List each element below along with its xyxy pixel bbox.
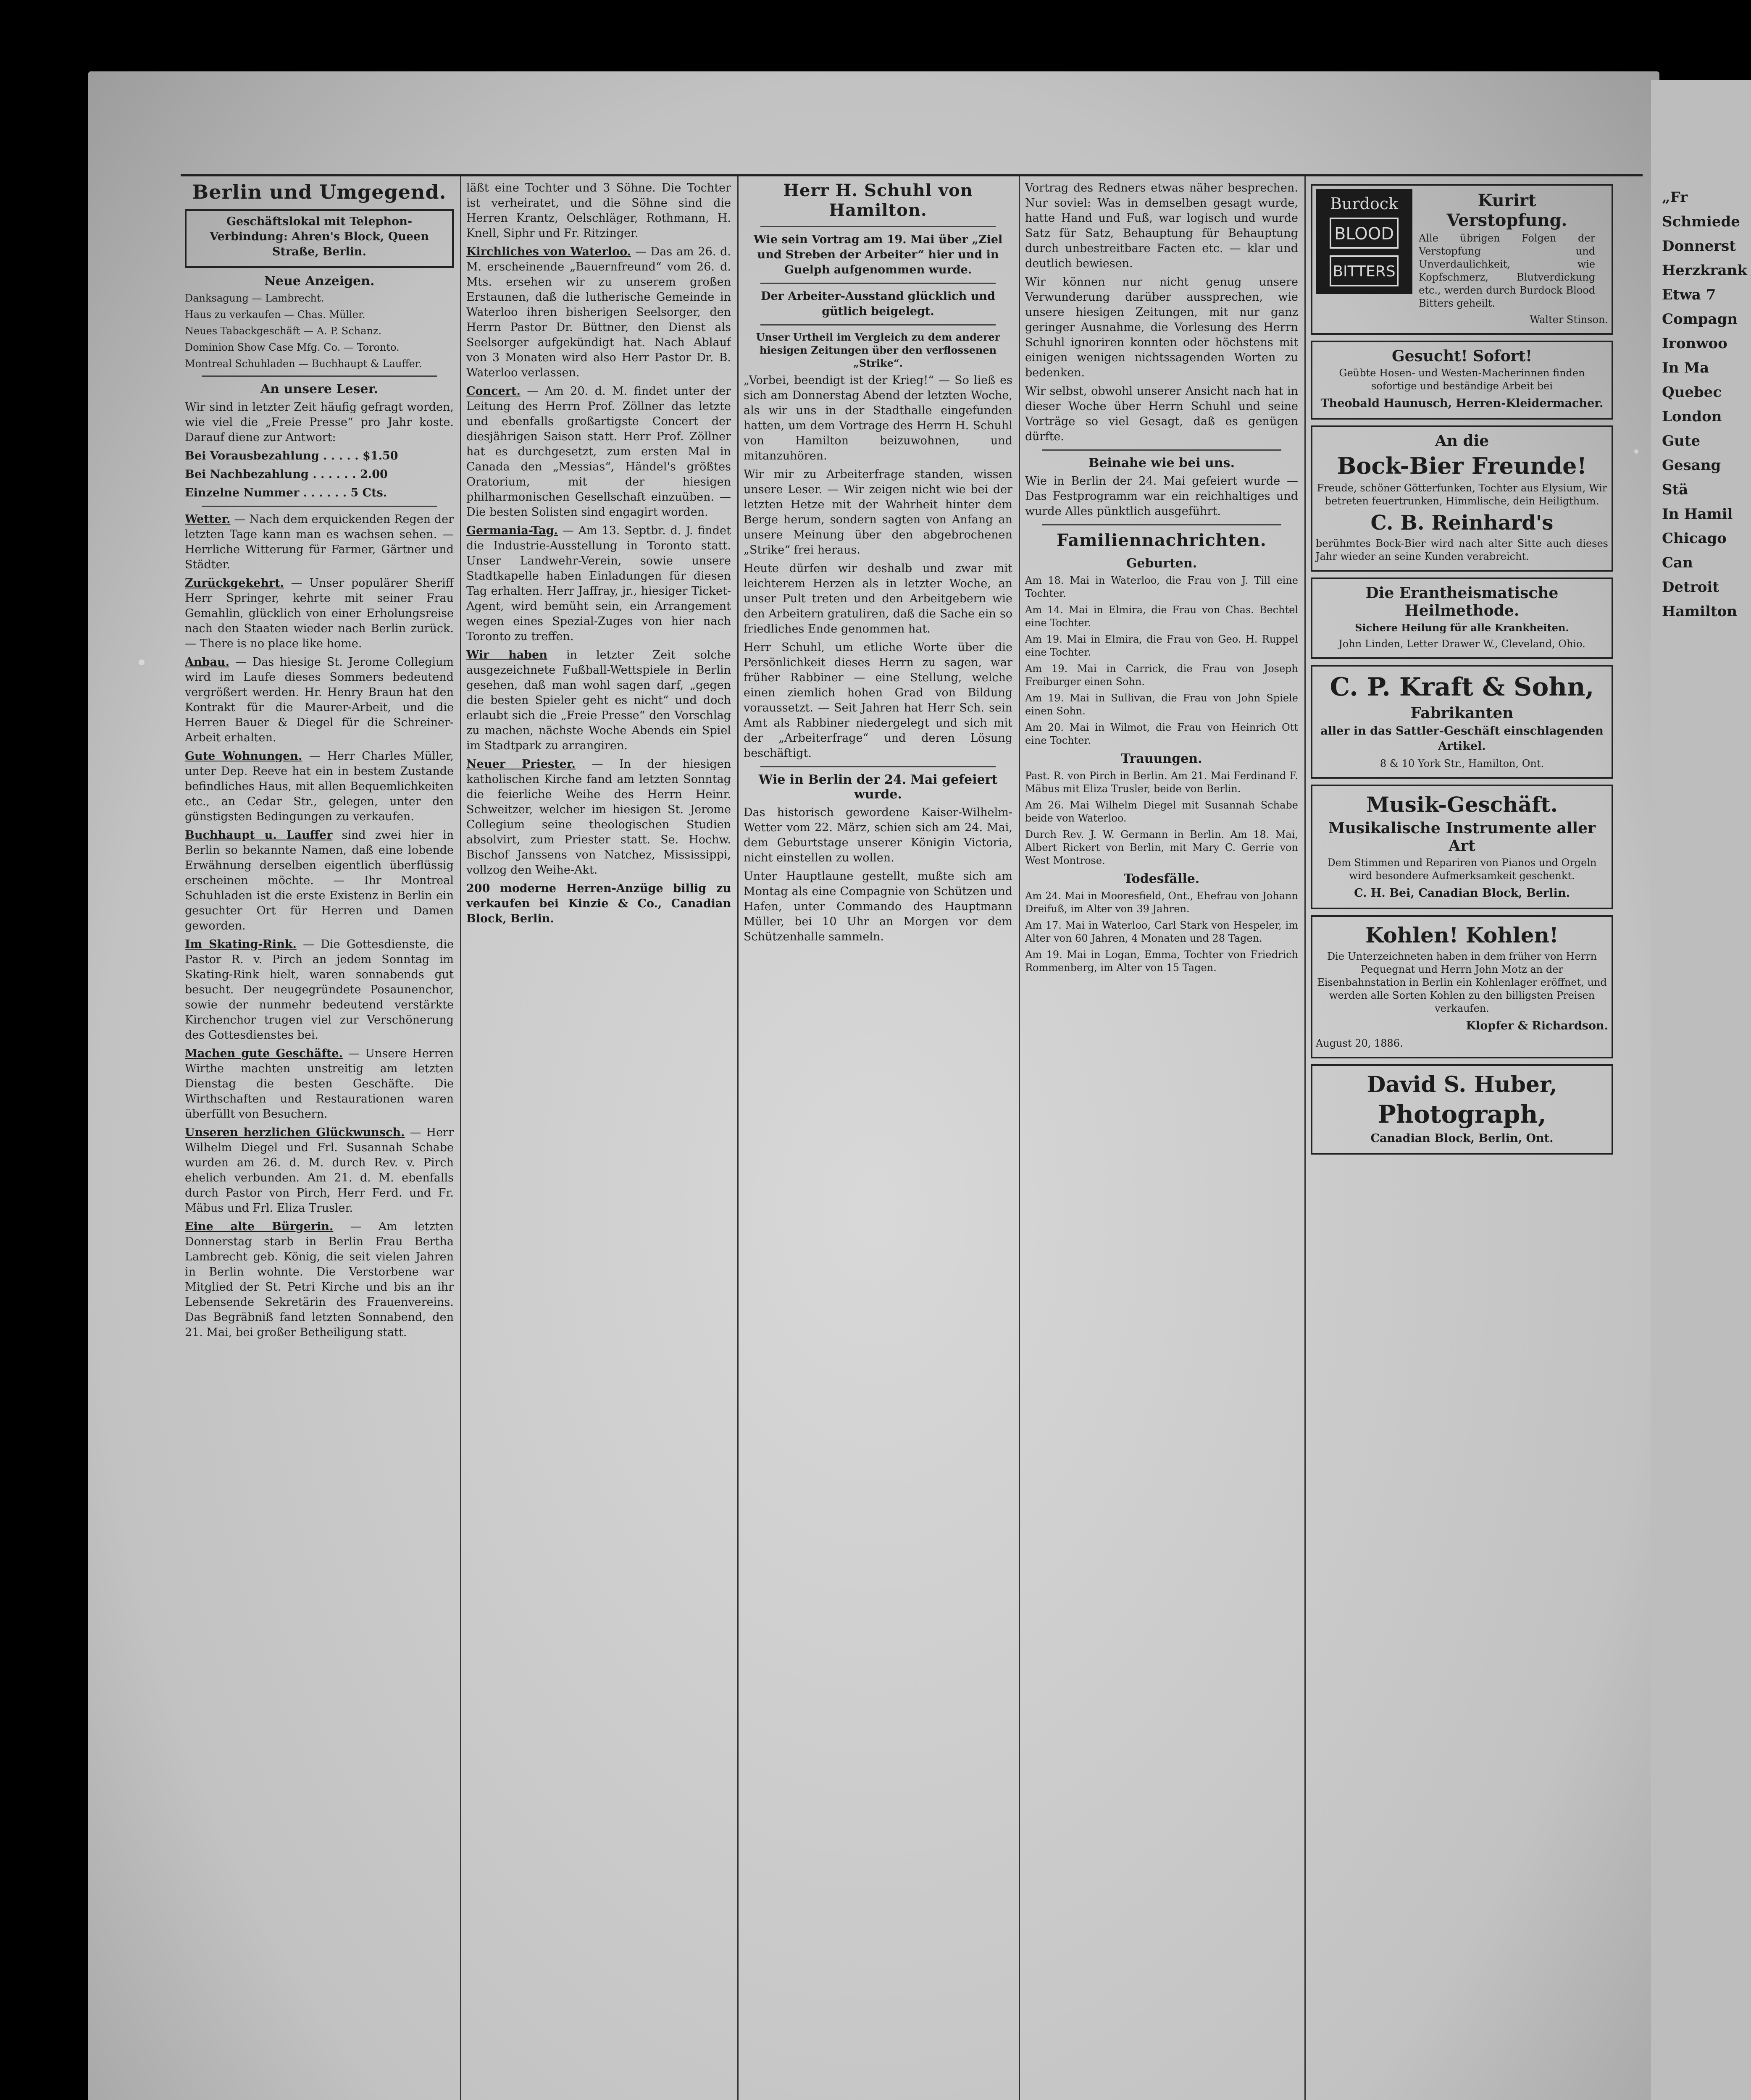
music-subtitle: Musikalische Instrumente aller Art: [1328, 819, 1596, 855]
column-4: [1025, 181, 1298, 2100]
article-paragraph: Das historisch gewordene Kaiser-Wilhelm-Wetter vom 22. März, schien sich am 24. Mai, dem Geburtstage unserer Königin Victoria, nicht einstellen zu wollen.: [744, 806, 1012, 864]
fragment-line: Schmiede: [1662, 213, 1740, 230]
new-ad-item: Danksagung — Lambrecht.: [185, 292, 324, 304]
deaths-heading: Todesfälle.: [1123, 872, 1200, 886]
news-item: [185, 749, 454, 824]
fragment-line: Ironwoo: [1662, 335, 1727, 352]
article-subtitle-2: Der Arbeiter-Ausstand glücklich und gütlich beigelegt.: [761, 290, 995, 318]
news-item: [466, 181, 731, 241]
news-text: — Unser populärer Sheriff Herr Springer, kehrte mit seiner Frau Gemahlin, glücklich von einer Erholungsreise nach den Staaten wieder nach Berlin zurück. — There is no place like home.: [185, 577, 454, 650]
price-line: Einzelne Nummer . . . . . . 5 Cts.: [185, 486, 387, 499]
kraft-ad: [1311, 665, 1613, 779]
kraft-subtitle: Fabrikanten: [1410, 704, 1514, 722]
photo-ad: [1311, 1064, 1613, 1155]
news-lead: Unseren herzlichen Glückwunsch.: [185, 1126, 405, 1139]
office-text: Geschäftslokal mit Telephon-Verbindung: Ahren's Block, Queen Straße, Berlin.: [210, 215, 429, 258]
fragment-line: Herzkrank: [1662, 262, 1747, 279]
burdock-title: Kurirt Verstopfung.: [1446, 191, 1567, 230]
family-news-heading: Familiennachrichten.: [1057, 530, 1267, 550]
music-title: Musik-Geschäft.: [1366, 792, 1558, 817]
news-item: [185, 512, 454, 572]
bock-title: Bock-Bier Freunde!: [1337, 452, 1587, 479]
news-text: — In der hiesigen katholischen Kirche fand am letzten Sonntag die feierliche Weihe des Herrn Heinr. Schweitzer, welcher im hiesigen St. Jerome Collegium seine theologischen Studien absolvirt, zum Priester statt. Se. Hochw. Bischof Janssens von Natchez, Mississippi, vollzog den Weihe-Akt.: [466, 758, 731, 877]
article-paragraph: Wie in Berlin der 24. Mai gefeiert wurde — Das Festprogramm war ein reichhaltiges und wurde Alles pünktlich ausgeführt.: [1025, 475, 1298, 518]
news-lead: Im Skating-Rink.: [185, 938, 297, 951]
cure-subtitle: Sichere Heilung für alle Krankheiten.: [1355, 622, 1569, 634]
bock-bier-ad: [1311, 425, 1613, 572]
marriage-entry: Past. R. von Pirch in Berlin. Am 21. Mai Ferdinand F. Mäbus mit Eliza Trusler, beide von Berlin.: [1025, 770, 1298, 795]
fragment-line: Etwa 7: [1662, 286, 1716, 303]
cure-title: Die Erantheismatische Heilmethode.: [1365, 584, 1559, 620]
new-ad-item: Neues Tabackgeschäft — A. P. Schanz.: [185, 325, 382, 337]
logo-line-1: Burdock: [1330, 194, 1399, 213]
fragment-line: Gute: [1662, 433, 1701, 449]
news-item: [185, 1125, 454, 1216]
news-lead: Germania-Tag.: [466, 524, 558, 537]
news-text: sind zwei hier in Berlin so bekannte Namen, daß eine lobende Erwähnung derselben eigentlich überflüssig erscheinen möchte. — Ihr Montreal Schuhladen ist die erste Existenz in Berlin ein gesuchter Ort für Herren und Damen geworden.: [185, 829, 454, 932]
music-text: Dem Stimmen und Repariren von Pianos und Orgeln wird besondere Aufmerksamkeit geschenkt.: [1327, 857, 1597, 882]
price-line: Bei Vorausbezahlung . . . . . $1.50: [185, 449, 398, 462]
news-text: läßt eine Tochter und 3 Söhne. Die Tochter ist verheiratet, und die Söhne sind die Herren Krantz, Oelschläger, Rothmann, H. Knell, Siphr und Fr. Ritzinger.: [466, 181, 731, 240]
birth-entry: Am 14. Mai in Elmira, die Frau von Chas. Bechtel eine Tochter.: [1025, 604, 1298, 629]
kraft-text: aller in das Sattler-Geschäft einschlagenden Artikel.: [1320, 724, 1604, 753]
cure-ad: [1311, 578, 1613, 659]
death-entry: Am 17. Mai in Waterloo, Carl Stark von Hespeler, im Alter von 60 Jahren, 4 Monaten und 28 Tagen.: [1025, 919, 1298, 944]
news-item: [466, 244, 731, 381]
news-lead: Neuer Priester.: [466, 758, 576, 771]
divider: [760, 766, 996, 767]
burdock-text: Alle übrigen Folgen der Verstopfung und Unverdaulichkeit, wie Kopfschmerz, Blutverdickung etc., werden durch Burdock Blood Bitters geheilt.: [1419, 232, 1596, 309]
fragment-line: „Fr: [1662, 189, 1688, 206]
fragment-line: London: [1662, 408, 1722, 425]
photo-name: David S. Huber,: [1367, 1072, 1557, 1097]
kraft-address: 8 & 10 York Str., Hamilton, Ont.: [1380, 758, 1544, 769]
header-rule: [181, 174, 1643, 176]
marriages-heading: Trauungen.: [1121, 751, 1202, 766]
news-text: — Herr Wilhelm Diegel und Frl. Susannah Schabe wurden am 26. d. M. durch Rev. v. Pirch ehelich verbunden. Am 21. d. M. ebenfalls durch Pastor von Pirch, Herr Ferd. und Fr. Mäbus und Frl. Eliza Trusler.: [185, 1126, 454, 1215]
burdock-logo: [1316, 189, 1412, 294]
death-entry: Am 24. Mai in Mooresfield, Ont., Ehefrau von Johann Dreifuß, im Alter von 39 Jahren.: [1025, 890, 1298, 915]
news-item: [185, 1219, 454, 1340]
new-ad-item: Dominion Show Case Mfg. Co. — Toronto.: [185, 341, 400, 353]
column-rule: [1019, 176, 1020, 2100]
news-lead: Buchhaupt u. Lauffer: [185, 829, 333, 842]
burdock-ad: [1311, 184, 1613, 335]
article-subtitle: Wie sein Vortrag am 19. Mai über „Ziel und Streben der Arbeiter“ hier und in Guelph aufgenommen wurde.: [753, 233, 1003, 276]
logo-line-3: BITTERS: [1333, 263, 1396, 280]
death-entry: Am 19. Mai in Logan, Emma, Tochter von Friedrich Rommenberg, im Alter von 15 Tagen.: [1025, 949, 1298, 974]
divider: [760, 226, 996, 227]
divider: [760, 283, 996, 284]
fragment-line: Hamilton: [1662, 603, 1738, 620]
birth-entry: Am 19. Mai in Sullivan, die Frau von John Spiele einen Sohn.: [1025, 692, 1298, 717]
fragment-line: Stä: [1662, 481, 1688, 498]
news-lead: Wir haben: [466, 648, 547, 662]
office-box: [185, 209, 454, 268]
column-1: [185, 181, 454, 2100]
coal-text: Die Unterzeichneten haben in dem früher von Herrn Pequegnat und Herrn John Motz an der Eisenbahnstation in Berlin ein Kohlenlager eröffnet, und werden alle Sorten Kohlen zu den billigsten Preisen verkaufen.: [1317, 950, 1607, 1014]
news-item: [185, 1046, 454, 1122]
column-rule: [460, 176, 461, 2100]
column-3: [744, 181, 1012, 2100]
article-paragraph: Herr Schuhl, um etliche Worte über die Persönlichkeit dieses Herrn zu sagen, war früher Rabbiner — eine Stellung, welche einen ziemlich hohen Grad von Bildung voraussetzt. — Seit Jahren hat Herr Sch. sein Amt als Rabbiner niedergelegt und sich mit der „Arbeiterfrage“ und deren Lösung beschäftigt.: [744, 641, 1012, 760]
news-item: [185, 576, 454, 651]
bock-verse: Freude, schöner Götterfunken, Tochter aus Elysium, Wir betreten feuertrunken, Himmlische, dein Heiligthum.: [1317, 482, 1607, 507]
music-signature: C. H. Bei, Canadian Block, Berlin.: [1354, 887, 1570, 900]
bock-text: berühmtes Bock-Bier wird nach alter Sitte auch dieses Jahr wieder an seine Kunden verabreicht.: [1316, 538, 1608, 562]
news-text: — Nach dem erquickenden Regen der letzten Tage kann man es wachsen sehen. — Herrliche Witterung für Farmer, Gärtner und Städter.: [185, 513, 454, 571]
birth-entry: Am 19. Mai in Carrick, die Frau von Joseph Freiburger einen Sohn.: [1025, 663, 1298, 688]
divider: [1042, 449, 1281, 451]
news-text: — Das hiesige St. Jerome Collegium wird im Laufe dieses Sommers bedeutend vergrößert werden. Hr. Henry Braun hat den Kontrakt für die Maurer-Arbeit, und die Herren Bauer & Diegel für die Schreiner-Arbeit erhalten.: [185, 656, 454, 744]
coal-title: Kohlen! Kohlen!: [1365, 923, 1559, 948]
column-rule: [737, 176, 739, 2100]
news-text: — Am 13. Septbr. d. J. findet die Industrie-Ausstellung in Toronto statt. Unser Landwehr-Verein, sowie unsere Stadtkapelle haben Einladungen für diesen Tag erhalten. Herr Jaffray, jr., hiesiger Ticket-Agent, wird bemüht sein, ein Arrangement wegen eines Spezial-Zuges von hier nach Toronto zu treffen.: [466, 524, 731, 643]
burdock-b-logo-icon: [1316, 189, 1412, 294]
coal-signature: Klopfer & Richardson.: [1466, 1019, 1608, 1032]
births-heading: Geburten.: [1126, 556, 1197, 571]
birth-entry: Am 19. Mai in Elmira, die Frau von Geo. H. Ruppel eine Tochter.: [1025, 633, 1298, 658]
article-subtitle-3: Unser Urtheil im Vergleich zu dem anderer hiesigen Zeitungen über den verflossenen „Strike“.: [756, 331, 1000, 369]
article-title-schuhl: Herr H. Schuhl von Hamilton.: [783, 181, 973, 220]
article-paragraph: Wir selbst, obwohl unserer Ansicht nach hat in dieser Woche über Herrn Schuhl und seine Vorträge so viel Gesagt, daß es genügen dürfte.: [1025, 385, 1298, 443]
wanted-text: Geübte Hosen- und Westen-Macherinnen finden sofortige und beständige Arbeit bei: [1339, 367, 1585, 392]
fragment-line: Gesang: [1662, 457, 1721, 474]
coal-ad: [1311, 915, 1613, 1058]
column-2: [466, 181, 731, 2100]
news-item: [466, 757, 731, 878]
adjacent-page-fragment: [1651, 80, 1751, 2100]
burdock-signature: Walter Stinson.: [1530, 314, 1608, 326]
tag-heading: Beinahe wie bei uns.: [1088, 456, 1235, 470]
news-text: in letzter Zeit solche ausgezeichnete Fußball-Wettspiele in Berlin gesehen, daß man wohl sagen darf, „gegen die besten Spieler geht es nicht“ und doch erlaubt sich die „Freie Presse“ den Vorschlag zu machen, nächste Woche Abends ein Spiel im Stadtpark zu arrangiren.: [466, 648, 731, 752]
newspaper-page: [88, 71, 1659, 2100]
article-paragraph: Wir mir zu Arbeiterfrage standen, wissen unsere Leser. — Wir zeigen nicht wie bei der letzten Hetze mit der Wahrheit hinter dem Berge herum, sondern sagten von Anfang an unsere Meinung über den abgebrochenen „Strike“ frei heraus.: [744, 468, 1012, 556]
fragment-line: Detroit: [1662, 579, 1719, 596]
news-text: — Die Gottesdienste, die Pastor R. v. Pirch an jedem Sonntag im Skating-Rink hielt, waren sonnabends gut besucht. Der neugegründete Posaunenchor, sowie der nunmehr bedeutend verstärkte Kirchenchor trugen viel zur Verschönerung des Gottesdienstes bei.: [185, 938, 454, 1042]
news-text: — Herr Charles Müller, unter Dep. Reeve hat ein in bestem Zustande befindliches Haus, mit allen Bequemlichkeiten etc., an Cedar Str., gelegen, unter den günstigsten Bedingungen zu verkaufen.: [185, 750, 454, 823]
reinhard-name: C. B. Reinhard's: [1370, 511, 1554, 535]
news-text: — Am 20. d. M. findet unter der Leitung des Herrn Prof. Zöllner das letzte und ebenfalls großartigste Concert der diesjährigen Saison statt. Herr Prof. Zöllner hat es durchgesetzt, zum ersten Mal in Canada den „Messias“, Händel's größtes Oratorium, mit der hiesigen philharmonischen Gesellschaft einzuüben. — Die besten Solisten sind engagirt worden.: [466, 385, 731, 519]
fragment-line: Can: [1662, 554, 1693, 571]
photo-address: Canadian Block, Berlin, Ont.: [1370, 1132, 1554, 1145]
bock-pre: An die: [1435, 432, 1489, 450]
article-paragraph: Heute dürfen wir deshalb und zwar mit leichterem Herzen als in letzter Woche, an unser Pult treten und den Arbeitgebern wie den Arbeitern gratuliren, daß die Sache ein so friedliches Ende genommen hat.: [744, 562, 1012, 635]
marriage-entry: Durch Rev. J. W. Germann in Berlin. Am 18. Mai, Albert Rickert von Berlin, mit Mary C. Gerrie von West Montrose.: [1025, 829, 1298, 866]
birth-entry: Am 20. Mai in Wilmot, die Frau von Heinrich Ott eine Tochter.: [1025, 722, 1298, 746]
new-ad-item: Montreal Schuhladen — Buchhaupt & Lauffer.: [185, 358, 422, 370]
marriage-entry: Am 26. Mai Wilhelm Diegel mit Susannah Schabe beide von Waterloo.: [1025, 799, 1298, 824]
news-item: [466, 384, 731, 520]
news-lead: Gute Wohnungen.: [185, 750, 302, 763]
article-paragraph: „Vorbei, beendigt ist der Krieg!“ — So ließ es sich am Donnerstag Abend der letzten Woche, als wir uns in der Stadthalle eingefunden hatten, um dem Vortrage des Herrn H. Schuhl von Hamilton beizuwohnen, und mitanzuhören.: [744, 374, 1012, 462]
divider: [760, 324, 996, 326]
wanted-signature: Theobald Haunusch, Herren-Kleidermacher.: [1320, 397, 1604, 410]
news-lead: Concert.: [466, 385, 521, 398]
section-title-berlin: Berlin und Umgegend.: [192, 181, 447, 203]
holiday-heading: Wie in Berlin der 24. Mai gefeiert wurde.: [758, 772, 998, 802]
fragment-line: Donnerst: [1662, 238, 1736, 255]
news-lead: Zurückgekehrt.: [185, 577, 284, 590]
divider: [202, 375, 437, 377]
wanted-title: Gesucht! Sofort!: [1391, 347, 1533, 365]
news-text: — Unsere Herren Wirthe machten unstreitig am letzten Dienstag die besten Geschäfte. Die Wirthschaften und Restaurationen waren überfüllt von Besuchern.: [185, 1047, 454, 1121]
divider: [202, 506, 437, 507]
music-ad: [1311, 785, 1613, 909]
news-item: [466, 648, 731, 753]
readers-text: Wir sind in letzter Zeit häufig gefragt worden, wie viel die „Freie Presse“ pro Jahr koste. Darauf diene zur Antwort:: [185, 401, 454, 444]
fragment-line: In Ma: [1662, 360, 1709, 376]
logo-line-2: BLOOD: [1334, 224, 1394, 244]
fragment-line: Compagn: [1662, 311, 1738, 328]
fragment-line: In Hamil: [1662, 506, 1733, 522]
news-item: [185, 655, 454, 746]
new-ad-item: Haus zu verkaufen — Chas. Müller.: [185, 309, 365, 320]
column-rule: [1304, 176, 1306, 2100]
cure-signature: John Linden, Letter Drawer W., Cleveland, Ohio.: [1338, 638, 1585, 650]
news-lead: Kirchliches von Waterloo.: [466, 245, 631, 258]
film-speck: [139, 659, 145, 665]
new-ads-heading: Neue Anzeigen.: [264, 274, 375, 289]
wanted-ad: [1311, 341, 1613, 420]
film-speck: [1634, 449, 1638, 454]
kraft-title: C. P. Kraft & Sohn,: [1330, 672, 1594, 702]
article-paragraph: Vortrag des Redners etwas näher besprechen. Nur soviel: Was in demselben gesagt wurde, hatte Hand und Fuß, war logisch und wurde Satz für Satz, Behauptung für Behauptung durch unbestreitbare Facten etc. — klar und deutlich bewiesen.: [1025, 181, 1298, 270]
news-lead: Anbau.: [185, 656, 229, 669]
photo-title: Photograph,: [1378, 1100, 1546, 1129]
coal-date: August 20, 1886.: [1316, 1037, 1403, 1049]
article-paragraph: Wir können nur nicht genug unsere Verwunderung darüber aussprechen, wie unsere hiesigen Zeitungen, mit nur ganz geringer Ausnahme, die Vorlesung des Herrn Schuhl ignoriren konnten oder höchstens mit einigen wenigen nichtssagenden Worten zu bedenken.: [1025, 276, 1298, 379]
fragment-line: Chicago: [1662, 530, 1727, 547]
news-item: [185, 828, 454, 934]
news-item: [466, 523, 731, 644]
news-text: — Am letzten Donnerstag starb in Berlin Frau Bertha Lambrecht geb. König, die seit vielen Jahren in Berlin wohnte. Die Verstorbene war Mitglied der St. Petri Kirche und bis an ihr Lebensende Sekretärin des Frauenvereins. Das Begräbniß fand letzten Sonnabend, den 21. Mai, bei großer Betheiligung statt.: [185, 1220, 454, 1339]
news-text: — Das am 26. d. M. erscheinende „Bauernfreund“ vom 26. d. Mts. ersehen wir zu unserem großen Erstaunen, daß die lutherische Gemeinde in Waterloo ihren bisherigen Seelsorger, den Herrn Pastor Dr. Büttner, den Dienst als Seelsorger aufgekündigt hat. Nach Ablauf von 3 Monaten wird also Herr Pastor Dr. B. Waterloo verlassen.: [466, 245, 731, 379]
fragment-line: Quebec: [1662, 384, 1722, 401]
column-5-ads: [1311, 181, 1613, 2100]
news-lead: Machen gute Geschäfte.: [185, 1047, 343, 1060]
birth-entry: Am 18. Mai in Waterloo, die Frau von J. Till eine Tochter.: [1025, 575, 1298, 599]
divider: [1042, 524, 1281, 525]
price-line: Bei Nachbezahlung . . . . . . 2.00: [185, 468, 388, 481]
readers-heading: An unsere Leser.: [260, 382, 379, 396]
suits-ad: 200 moderne Herren-Anzüge billig zu verkaufen bei Kinzie & Co., Canadian Block, Berlin.: [466, 882, 731, 925]
news-lead: Wetter.: [185, 513, 231, 526]
article-paragraph: Unter Hauptlaune gestellt, mußte sich am Montag als eine Compagnie von Schützen und Hafen, unter Commando des Hauptmann Müller, bei 10 Uhr an Morgen vor dem Schützenhalle sammeln.: [744, 870, 1012, 943]
news-item: [185, 937, 454, 1043]
news-lead: Eine alte Bürgerin.: [185, 1220, 334, 1233]
